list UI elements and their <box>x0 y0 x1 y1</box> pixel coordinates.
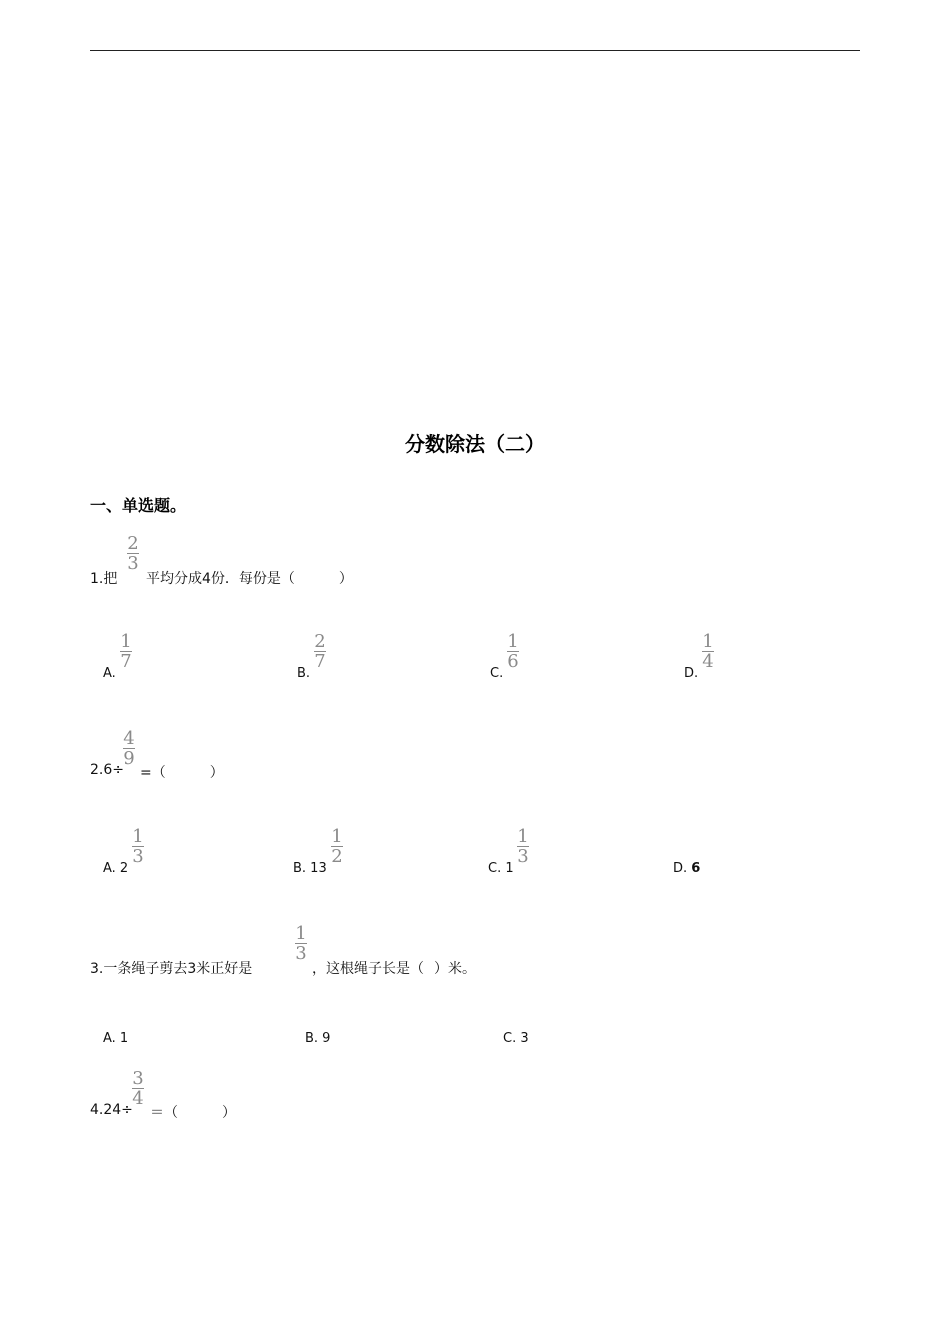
q1-fraction <box>127 533 139 574</box>
frac-num: 2 <box>314 631 326 652</box>
frac-num: 1 <box>517 826 529 847</box>
q3-frac-num: 1 <box>295 923 307 944</box>
option-value: 6 <box>691 861 701 876</box>
q4-suffix-b: ） <box>222 1105 236 1121</box>
option-label: C. <box>490 666 504 681</box>
q4-frac-den: 4 <box>132 1088 144 1109</box>
frac-num: 1 <box>120 631 132 652</box>
option-fraction <box>314 631 326 672</box>
frac-den: 2 <box>331 846 343 867</box>
frac-den: 7 <box>120 651 132 672</box>
q2-suffix-a: =（ <box>140 765 166 781</box>
q3-option-c[interactable]: C. 3 <box>503 1031 529 1046</box>
page-title: 分数除法（二） <box>405 432 545 456</box>
option-letter: D. <box>673 861 692 876</box>
option-fraction <box>132 826 144 867</box>
q3-option-b[interactable]: B. 9 <box>305 1031 331 1046</box>
option-label: C. 1 <box>488 861 514 876</box>
option-fraction <box>331 826 343 867</box>
q1-prefix: 1.把 <box>90 571 118 587</box>
option-fraction <box>702 631 714 672</box>
q4-stem <box>150 1102 236 1122</box>
frac-num: 1 <box>507 631 519 652</box>
frac-den: 6 <box>507 651 519 672</box>
option-label: A. 2 <box>103 861 129 876</box>
q3-prefix: 3.一条绳子剪去3米正好是 <box>90 961 253 977</box>
frac-num: 1 <box>331 826 343 847</box>
q1-suffix-b: ） <box>338 571 353 587</box>
frac-num: 1 <box>132 826 144 847</box>
option-label: D. <box>684 666 699 681</box>
q3-option-a[interactable]: A. 1 <box>103 1031 129 1046</box>
frac-den: 3 <box>132 846 144 867</box>
q2-stem <box>140 762 224 782</box>
frac-num: 1 <box>702 631 714 652</box>
q1-frac-den: 3 <box>127 553 139 574</box>
q4-suffix-a: ＝（ <box>150 1105 178 1121</box>
q2-fraction <box>123 728 135 769</box>
q1-frac-num: 2 <box>127 533 139 554</box>
option-fraction <box>120 631 132 672</box>
q1-stem <box>146 568 353 588</box>
header-rule <box>90 50 860 51</box>
q3-stem <box>312 958 476 978</box>
option-label: B. 13 <box>293 861 327 876</box>
q3-suffix-a: ，这根绳子长是（ <box>312 961 424 977</box>
q2-frac-den: 9 <box>123 748 135 769</box>
q4-fraction <box>132 1068 144 1109</box>
q2-suffix-b: ） <box>209 765 224 781</box>
option-label: A. <box>103 666 116 681</box>
q2-frac-num: 4 <box>123 728 135 749</box>
q4-frac-num: 3 <box>132 1068 144 1089</box>
q4-prefix: 4.24÷ <box>90 1102 133 1118</box>
option-fraction <box>517 826 529 867</box>
q3-suffix-b: ）米。 <box>434 961 476 977</box>
frac-den: 3 <box>517 846 529 867</box>
q3-fraction <box>295 923 307 964</box>
q1-suffix-a: 平均分成4份．每份是（ <box>146 571 295 587</box>
option-fraction <box>507 631 519 672</box>
q3-frac-den: 3 <box>295 943 307 964</box>
frac-den: 7 <box>314 651 326 672</box>
option-label: B. <box>297 666 311 681</box>
q2-prefix: 2.6÷ <box>90 762 124 778</box>
frac-den: 4 <box>702 651 714 672</box>
option-label <box>673 861 700 876</box>
section-heading: 一、单选题。 <box>90 496 187 515</box>
